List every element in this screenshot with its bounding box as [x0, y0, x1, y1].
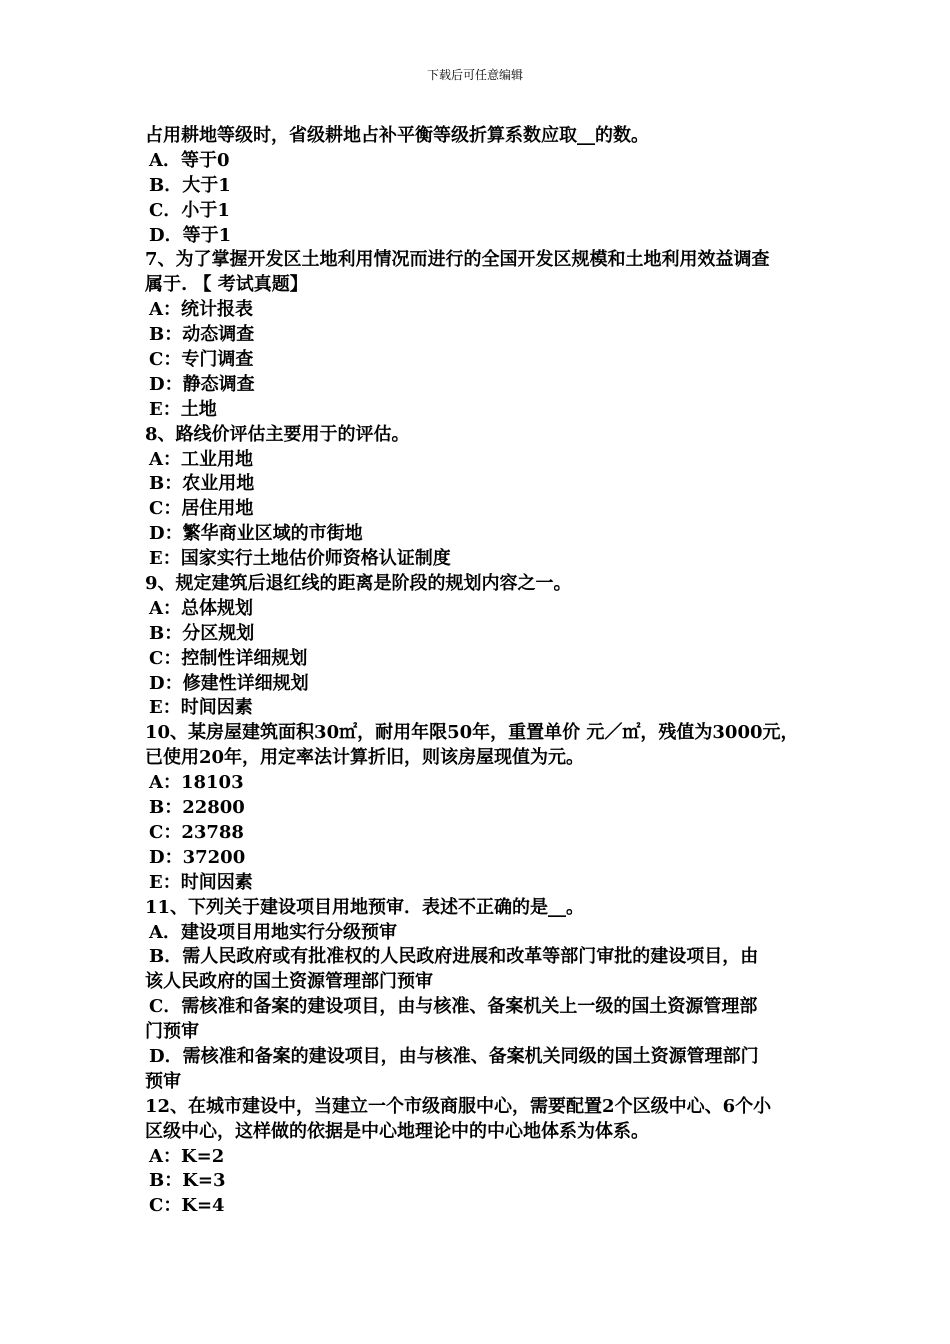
answer-option: C：23788 [149, 821, 244, 843]
answer-option: C．需核准和备案的建设项目，由与核准、备案机关上一级的国土资源管理部 [149, 996, 758, 1018]
question-text: 7、为了掌握开发区土地利用情况而进行的全国开发区规模和土地利用效益调查 [145, 249, 770, 271]
answer-option: B：动态调查 [149, 324, 255, 346]
answer-option: A：统计报表 [149, 299, 253, 321]
question-text: 9、规定建筑后退红线的距离是阶段的规划内容之一。 [145, 573, 572, 595]
answer-option: A：18103 [149, 772, 244, 794]
answer-option: B．需人民政府或有批准权的人民政府进展和改革等部门审批的建设项目，由 [149, 946, 759, 968]
answer-option: B：K=3 [149, 1170, 226, 1192]
page-header: 下载后可任意编辑 [426, 68, 523, 82]
answer-option: B：农业用地 [149, 473, 255, 495]
answer-option: A．建设项目用地实行分级预审 [149, 921, 397, 943]
question-text: 12、在城市建设中，当建立一个市级商服中心，需要配置2个区级中心、6个小 [145, 1095, 772, 1117]
answer-option: D：静态调查 [149, 373, 255, 395]
question-text: 该人民政府的国土资源管理部门预审 [145, 971, 433, 993]
question-text: 10、某房屋建筑面积30㎡，耐用年限50年，重置单价 元／㎡，残值为3000元， [145, 722, 799, 744]
answer-option: E：时间因素 [149, 697, 253, 719]
answer-option: C：居住用地 [149, 498, 254, 520]
answer-option: D．等于1 [149, 224, 232, 246]
question-text: 属于. 【 考试真题】 [145, 274, 308, 296]
answer-option: C：专门调查 [149, 349, 254, 371]
answer-option: D：繁华商业区域的市街地 [149, 523, 363, 545]
answer-option: B：分区规划 [149, 622, 255, 644]
question-text: 预审 [145, 1070, 181, 1092]
answer-option: D：修建性详细规划 [149, 672, 309, 694]
question-text: 8、路线价评估主要用于的评估。 [145, 423, 410, 445]
answer-option: B：22800 [149, 797, 245, 819]
answer-option: C：K=4 [149, 1195, 225, 1217]
answer-option: B．大于1 [149, 174, 231, 196]
answer-option: C：控制性详细规划 [149, 647, 308, 669]
answer-option: C．小于1 [149, 199, 230, 221]
answer-option: D．需核准和备案的建设项目，由与核准、备案机关同级的国土资源管理部门 [149, 1045, 759, 1067]
question-text: 门预审 [145, 1021, 199, 1043]
question-text: 已使用20年，用定率法计算折旧，则该房屋现值为元。 [145, 747, 585, 769]
question-text: 11、下列关于建设项目用地预审．表述不正确的是__。 [145, 896, 585, 918]
document-body [145, 124, 825, 1219]
answer-option: A．等于0 [149, 149, 230, 171]
answer-option: A：K=2 [149, 1145, 225, 1167]
answer-option: A：工业用地 [149, 448, 253, 470]
answer-option: A：总体规划 [149, 597, 253, 619]
question-text: 占用耕地等级时，省级耕地占补平衡等级折算系数应取__的数。 [145, 125, 649, 146]
answer-option: E：时间因素 [149, 871, 253, 893]
answer-option: E：土地 [149, 398, 217, 420]
answer-option: D：37200 [149, 846, 246, 868]
answer-option: E：国家实行土地估价师资格认证制度 [149, 548, 451, 570]
question-text: 区级中心，这样做的依据是中心地理论中的中心地体系为体系。 [145, 1120, 649, 1142]
